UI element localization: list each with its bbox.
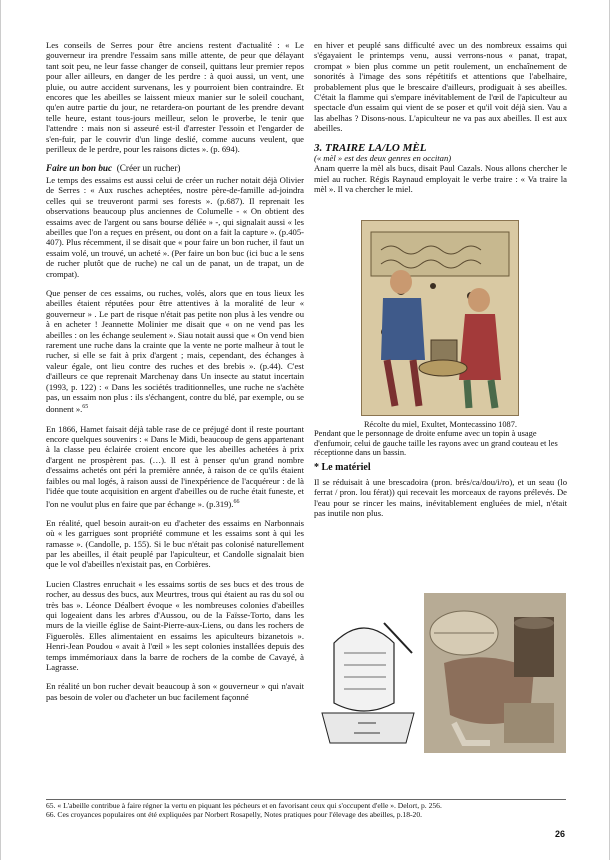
image-caption-title: Récolte du miel, Exultet, Montecassino 1087. bbox=[363, 419, 518, 429]
chapter-heading: 3. TRAIRE LA/LO MÈL bbox=[314, 141, 427, 154]
paragraph: En réalité un bon rucher devait beaucoup à son « gouverneur » qui n'avait pas besoin de voler ou d'acheter un buc facilement façonné bbox=[46, 681, 304, 702]
footnote: 65. « L'abeille contribue à faire régner la vertu en piquant les pécheurs et en favorisant ceux qui s'occupent d'elle ». Delort, p. 256. bbox=[46, 801, 442, 810]
genre-note: (« mèl » est des deux genres en occitan) bbox=[314, 153, 452, 164]
paragraph: Il se réduisait à une brescadoira (pron. brés/ca/dou/i/ro), et un seau (lo ferrat / pron. lou férat)) qui recevait les morceaux de rayons prélevés. De l'eau pour se rincer les mains, inévitablement engluées de miel, n'était pas inutile non plus. bbox=[314, 476, 567, 518]
paragraph bbox=[46, 424, 304, 509]
image-caption-text: Pendant que le personnage de droite enfume avec un topin à usage d'enfumoir, celui de gauche taille les rayons avec un grand couteau et les réceptionne dans un bassin. bbox=[314, 429, 558, 457]
section-heading bbox=[46, 163, 304, 173]
left-column bbox=[46, 40, 304, 711]
footnote-ref[interactable]: 66 bbox=[233, 498, 240, 505]
paragraph: Le temps des essaims est aussi celui de créer un rucher notait déjà Olivier de Serres : « Aux rusches acheptées, nostre père-de-famille ad-joindra celles qui se treuveront parmi ses forests ». (p.687). Il reprenait les observations beaucoup plus anciennes de Columelle - « On obtient des essaims avec de l'argent ou sans bourse déliée » -, qui signalait aussi « les abeilles que l'on a reçues en présent, ou dont on a fait la capture ». (p.405-407). Plus récemment, il se disait que « pour faire un bon rucher, il faut un essaim volé, un trouvé, un acheté ». (Per faire un bon buc (ici buc a le sens de rucher plutôt que de ruche) ne cal un de panat, un de trapat, un de crompat). bbox=[46, 174, 304, 279]
section-heading-title: Faire un bon buc bbox=[46, 163, 113, 174]
section-heading-note: (Créer un rucher) bbox=[116, 163, 181, 174]
paragraph: Anam querre la mèl als bucs, disait Paul Cazals. Nous allons chercher le miel au rucher. Régis Raynaud employait le verbe traire : « Va traire la mèl ». Il va chercher le miel. bbox=[314, 163, 567, 195]
equipment-photo bbox=[424, 593, 566, 753]
section-heading: * Le matériel bbox=[314, 462, 371, 474]
beekeeping-equipment-image bbox=[314, 593, 566, 753]
footnotes bbox=[46, 799, 566, 819]
paragraph: Les conseils de Serres pour être anciens restent d'actualité : « Le gouverneur ira prendre l'essaim sans mille attente, de peur que délayant tant soit peu, ne leur fasse changer de conseil, quittans leur premier repos pour aller ailleurs, en danger de les perdre : à quoi aussi, un vent, une pluie, ou autre accident survenans, les y pourroient bien contraindre. Et encores que les abeilles se laissent mieux manier sur le soleil couchant, qu'en autre partie du jour, ne retardera-on pourtant de les prendre devant telle heure, estant tous-jours meilleur, selon le proverbe, le tenir que l'attendre : mais non si asseuré est-il d'arrester l'essoin et l'engarder de s'en-fuir, par le couvrir d'un linge deslié, comme aucuns veulent, que perilleux de le perdre, pour les raisons dictes ». (p. 694). bbox=[46, 40, 304, 155]
paragraph bbox=[46, 288, 304, 415]
medieval-honey-harvest-image bbox=[361, 220, 519, 416]
paragraph: En réalité, quel besoin aurait-on eu d'acheter des essaims en Narbonnais où « les garrigues sont propriété commune et les essaims sont à qui les ramasse ». (Candolle, p. 155). Si le buc n'était pas colonisé naturellement par les abeilles, il était peuplé par l'apiculteur, et Candolle signalait bien que le vol d'abeilles n'existait pas, en Corbières. bbox=[46, 517, 304, 570]
paragraph: en hiver et peuplé sans difficulté avec un des nombreux essaims qui s'égayaient le printemps venu, aussi verrons-nous « panat, trapat, crompat » bien plus comme un petit roulement, un enchaînement de sonorités à l'image des sons répétitifs et attentions que l'abelhaire, probablement plus que le brescaire d'ailleurs, prodiguait à ses abeilles. C'était la flamme qui s'empare inévitablement de l'œil de l'apiculteur au spectacle d'un essaim qui vient de se poser et qu'il voit déjà sien. Vau a las abelhas ? Disons-nous. L'apiculteur ne va pas aux abeilles. Il est aux abeilles. bbox=[314, 40, 567, 134]
paragraph: Lucien Clastres enruchait « les essaims sortis de ses bucs et des trous de rocher, au dessus des bucs, aux Meurtres, trous qui étaient au ras du sol ou très bas ». Léonce Déalbert évoque « les nombreuses colonies d'abeilles qui logeaient dans les arbres d'Aussou, ou de la Faïsse-Torto, dans les murs de la vieille église de Saint-Pierre-aux-Liens, ou dans les rochers de Figuerolès. Elles alimentaient en essaims les apiculteurs bizanetois ». Henri-Jean Poudou « avait à l'œil » les sept colonies installées depuis des temps immémoriaux dans la barre de rochers de la combe de Cavayé, à Lagrasse. bbox=[46, 578, 304, 673]
footnote: 66. Ces croyances populaires ont été expliquées par Norbert Rosapelly, Notes pratiques pour l'élevage des abeilles, p.18-20. bbox=[46, 809, 423, 819]
paragraph-text: En 1866, Hamet faisait déjà table rase de ce préjugé dont il reste pourtant encore quelques souvenirs : « Dans le Midi, beaucoup de gens appartenant à la classe peu éclairée croient encore que les abeilles achetées à prix d'argent ne prospèrent pas. (…). Il est à penser qu'un grand nombre d'essaims achetés ont péri la première année, à raison de ce qu'ils étaient faibles ou mal logés, à raison aussi de l'inexpérience de l'acquéreur : de là l'idée que toute acquisition en argent d'abeilles ou de ruche était funeste, et l'on ne voulut plus en faire que par échange ». (p.319). bbox=[46, 423, 304, 509]
paragraph-text: Que penser de ces essaims, ou ruches, volés, alors que en tous lieux les abeilles étaient réputées pour être attentives à la moralité de leur « gouverneur » . Le part de risque n'était pas petite non plus à les vendre ou à en acheter ! Jeannette Molinier me disait que « on ne vend pas les abeilles : on les échange seulement ». Siau notait aussi que « On vend bien rarement une ruche dans la crainte que la vente ne porte malheur à tout le rucher, si elle se fait à prix d'argent ; mais, cependant, des échanges à valeur égale, ont lieu contre des ruches et des brebis ». (p.44). C'est d'ailleurs ce que reprenait Marchenay dans Un insecte au statut incertain (1993, p. 122) : « Dans les sociétés traditionnelles, une ruche ne s'achète pas, un essaim non plus : ils s'échangent, contre du blé, par exemple, ou se donnent ». bbox=[46, 287, 304, 415]
page-number: 26 bbox=[554, 829, 565, 839]
footnote-ref[interactable]: 65 bbox=[82, 404, 89, 411]
